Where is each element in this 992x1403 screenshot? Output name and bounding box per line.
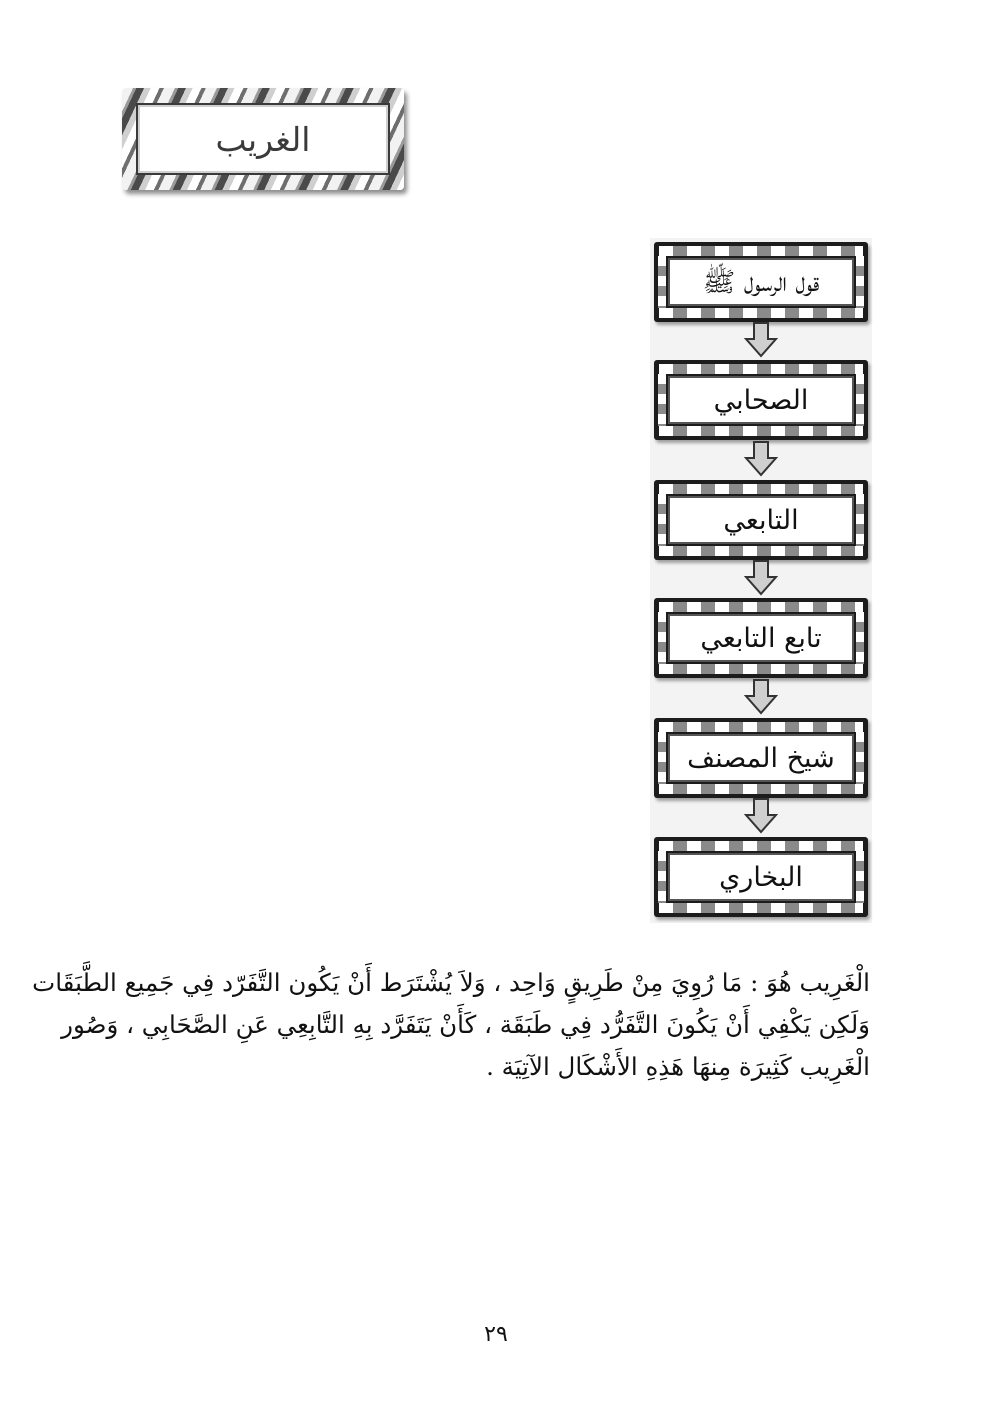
down-arrow-icon [744, 679, 778, 715]
down-arrow-icon [744, 441, 778, 477]
page-title: الغريب [215, 119, 311, 159]
chain-node-successor [654, 480, 868, 560]
chain-node-label: تابع التابعي [700, 622, 822, 654]
plaque-inner [136, 103, 390, 175]
chain-node-label: التابعي [723, 504, 799, 536]
chain-node-label: الصحابي [713, 384, 809, 416]
chain-node-label: قول الرسول ﷺ [702, 266, 820, 298]
chain-node-successor-of-successor [654, 598, 868, 678]
paragraph-line: الْغَرِيب كَثِيرَة مِنهَا هَذِهِ الأَشْكَال الآتِيَة . [486, 1052, 870, 1081]
chain-node-author-sheikh [654, 718, 868, 798]
down-arrow-icon [744, 322, 778, 358]
chain-node-label: شيخ المصنف [687, 742, 835, 774]
paragraph-line: وَلَكِن يَكْفِي أَنْ يَكُونَ التَّفَرُّد فِي طَبَقَة ، كَأَنْ يَتَفَرَّد بِهِ التَّابِعِي عَنِ الصَّحَابِي ، وَصُور [61, 1010, 870, 1039]
chain-node-companion [654, 360, 868, 440]
chain-node-prophet [654, 242, 868, 322]
title-plaque [122, 88, 404, 190]
chain-node-bukhari [654, 837, 868, 917]
down-arrow-icon [744, 798, 778, 834]
definition-paragraph [32, 962, 870, 1088]
down-arrow-icon [744, 560, 778, 596]
paragraph-line: الْغَرِيب هُوَ : مَا رُوِيَ مِنْ طَرِيقٍ وَاحِد ، وَلاَ يُشْتَرَط أَنْ يَكُون التَّفَرّد فِي جَمِيع الطَّبَقَات [32, 968, 870, 997]
chain-node-label: البخاري [719, 861, 803, 893]
page-number: ٢٩ [484, 1322, 508, 1347]
isnad-chain-diagram [650, 238, 872, 923]
